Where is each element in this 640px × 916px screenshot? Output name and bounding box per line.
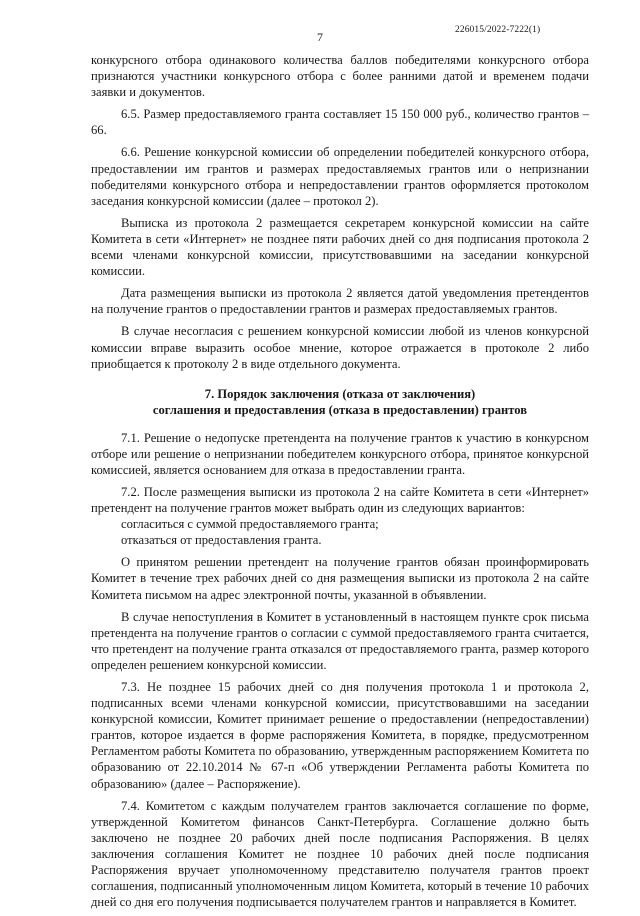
document-id: 226015/2022-7222(1) xyxy=(455,25,541,35)
paragraph-non-receipt: В случае непоступления в Комитет в установленный в настоящем пункте срок письма претендента на получение грантов о согласии с суммой предоставляемого гранта считается, что претендент на получение гранта отказался от предоставляемого гранта, размер которого определен решением конкурсной комиссии. xyxy=(91,609,589,672)
section-7-heading-line2: соглашения и предоставления (отказа в предоставлении) грантов xyxy=(152,402,528,417)
paragraph-6-5: 6.5. Размер предоставляемого гранта составляет 15 150 000 руб., количество грантов – 66. xyxy=(91,107,589,138)
paragraph-continuation: конкурсного отбора одинакового количества баллов победителями конкурсного отбора признаются участники конкурсного отбора с более ранними датой и временем подачи заявки и документов. xyxy=(91,53,589,100)
document-body xyxy=(91,52,589,916)
section-7-heading xyxy=(91,386,589,418)
page-number: 7 xyxy=(317,30,323,44)
section-7-heading-line1: 7. Порядок заключения (отказа от заключения) xyxy=(204,386,476,401)
paragraph-6-6: 6.6. Решение конкурсной комиссии об определении победителей конкурсного отбора, предоставлении им грантов и размерах предоставляемых грантов или о непризнании победителями конкурсного отбора и непредоставлении грантов оформляется протоколом заседания конкурсной комиссии (далее – протокол 2). xyxy=(91,145,589,208)
paragraph-7-3: 7.3. Не позднее 15 рабочих дней со дня получения протокола 1 и протокола 2, подписанных всеми членами конкурсной комиссии, присутствовавшими на заседании конкурсной комиссии, Комитет принимает решение о предоставлении (непредоставлении) грантов, которое издается в форме распоряжения Комитета, в порядке, предусмотренном Регламентом работы Комитета по образованию, утвержденным распоряжением Комитета по образованию от 22.10.2014 № 67-п «Об утверждении Регламента работы Комитета по образованию» (далее – Распоряжение). xyxy=(91,680,589,791)
paragraph-option-refuse: отказаться от предоставления гранта. xyxy=(121,533,322,548)
paragraph-option-agree: согласиться с суммой предоставляемого гранта; xyxy=(121,517,379,532)
paragraph-7-1: 7.1. Решение о недопуске претендента на получение грантов к участию в конкурсном отборе или решение о непризнании победителем конкурсного отбора, принятое конкурсной комиссией, является основанием для отказа в предоставлении гранта. xyxy=(91,430,589,477)
paragraph-extract: Выписка из протокола 2 размещается секретарем конкурсной комиссии на сайте Комитета в сети «Интернет» не позднее пяти рабочих дней со дня подписания протокола 2 всеми членами конкурсной комиссии, присутствовавшими на заседании конкурсной комиссии. xyxy=(91,215,589,279)
paragraph-inform: О принятом решении претендент на получение грантов обязан проинформировать Комитет в течение трех рабочих дней со дня размещения выписки из протокола 2 на сайте Комитета письмом на адрес электронной почты, указанной в объявлении. xyxy=(91,555,589,602)
paragraph-dissent: В случае несогласия с решением конкурсной комиссии любой из членов конкурсной комиссии вправе выразить особое мнение, которое отражается в протоколе 2 либо приобщается к протоколу 2 в виде отдельного документа. xyxy=(91,324,589,371)
paragraph-notification-date: Дата размещения выписки из протокола 2 является датой уведомления претендентов на получение грантов о предоставлении грантов и размерах предоставляемых грантов. xyxy=(91,286,589,317)
paragraph-7-4: 7.4. Комитетом с каждым получателем грантов заключается соглашение по форме, утвержденной Комитетом финансов Санкт-Петербурга. Соглашение должно быть заключено не позднее 20 рабочих дней после подписания Распоряжения. В целях заключения соглашения Комитет не позднее 10 рабочих дней после подписания Распоряжения вручает уполномоченному представителю получателя грантов проект соглашения, подписанный уполномоченным лицом Комитета, который в течение 10 рабочих дней со дня его получения подписывается получателем грантов и направляется в Комитет. xyxy=(91,798,589,910)
paragraph-7-2: 7.2. После размещения выписки из протокола 2 на сайте Комитета в сети «Интернет» претендент на получение грантов может выбрать один из следующих вариантов: xyxy=(91,484,589,516)
